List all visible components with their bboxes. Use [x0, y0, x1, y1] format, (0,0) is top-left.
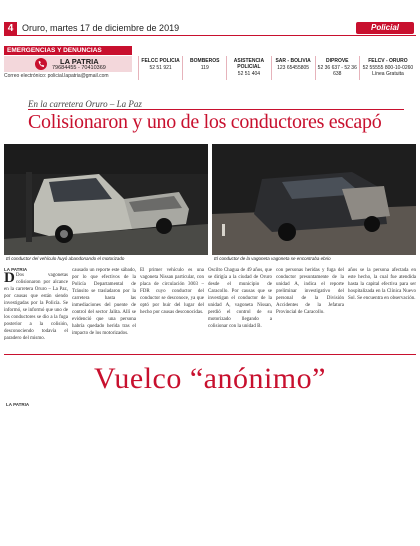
article-column: [348, 267, 416, 353]
paper-contact: [4, 56, 132, 72]
kicker-rule: [28, 109, 404, 110]
photo-image: [212, 144, 416, 255]
column-text: El primer vehículo es una vagoneta Nissan particular, con placa de circulación 3003 – FDR cuyo conductor del conductor se desconoce, ya que optó por huir del lugar del hecho por causas desconocidas.: [140, 268, 204, 315]
emergency-cell: [359, 56, 416, 80]
article-column: [208, 267, 272, 353]
photo-image: [4, 144, 208, 255]
page-header: [0, 0, 420, 36]
emergency-cell-value: 52 51 404: [237, 71, 261, 77]
article-column: [72, 267, 136, 353]
emergency-cell: [182, 56, 226, 80]
dateline: Oruro, martes 17 de diciembre de 2019: [22, 23, 180, 33]
emergency-cell: [138, 56, 182, 80]
emergency-cell-name: BOMBEROS: [190, 58, 220, 64]
story-body: [4, 263, 416, 353]
contact-email: Correo electrónico: policial.lapatria@gmail.com: [4, 73, 109, 79]
story2-byline: LA PATRIA: [6, 402, 30, 407]
drop-cap: D: [4, 270, 15, 286]
emergency-numbers: [138, 56, 416, 80]
photo-crashed-car-left: [4, 144, 208, 255]
emergency-cell-value: 52 36 637 - 52 36 638: [317, 65, 357, 77]
column-text: años se la persona afectada en este hecho, la cual fue atendida hasta la capital efectiva para ser hospitalizada en la Clínica Nuevo Sol. Se encuentra en observación.: [348, 268, 416, 301]
emergency-cell: [315, 56, 359, 80]
emergency-cell: [226, 56, 270, 80]
emergency-cell-value: 123 65455805: [277, 65, 310, 71]
article-column: [140, 267, 204, 353]
emergency-cell-name: DIPROVE: [326, 58, 349, 64]
article-column: [4, 267, 68, 353]
story2-headline: Vuelco “anónimo”: [94, 362, 326, 395]
paper-phones: 79684455 - 70410369: [52, 65, 106, 71]
article-column: [276, 267, 344, 353]
page-number: 4: [4, 22, 17, 35]
emergency-cell-value: 52 51 921: [149, 65, 172, 71]
section-logo-text: Policial: [370, 23, 399, 32]
column-text: con personas heridas y fuga del conductor presuntamente de la unidad A, indica el reporte preliminar investigativo del personal de la División Accidentes de la Jefatura Provincial de Caracollo.: [276, 268, 344, 315]
emergency-cell-name: FELCC POLICIA: [141, 58, 180, 64]
photo-caption-right: El conductor de la vagoneta vagoneta se encontraba ebrio: [214, 256, 331, 261]
story-separator: [4, 354, 416, 355]
paper-name: LA PATRIA: [60, 57, 99, 66]
story-kicker: En la carretera Oruro – La Paz: [28, 99, 142, 109]
emergency-cell-value: 119: [200, 65, 209, 71]
story-byline: LA PATRIA: [4, 267, 28, 272]
emergency-cell-name: ASISTENCIA POLICIAL: [233, 58, 265, 70]
phone-icon: [34, 57, 48, 71]
photo-caption-left: El conductor del vehículo huyó abandonando el motorizado: [6, 256, 125, 261]
emergency-box: [4, 46, 416, 80]
emergency-title: EMERGENCIAS Y DENUNCIAS: [4, 46, 132, 55]
emergency-cell: [271, 56, 315, 80]
column-text: Dos vagonetas colisionaron por alcance en la carretera Oruro – La Paz, por causas que están siendo investigadas por la Policía. Se informó, se informó que uno de los conductores se dio a la fuga posterior a la colisión, desconociendo todavía el paradero del mismo.: [4, 273, 68, 341]
emergency-cell-name: SAR - BOLIVIA: [275, 58, 311, 64]
section-logo: [356, 22, 414, 34]
photo-crashed-car-right: [212, 144, 416, 255]
emergency-cell-value: 52 55555 800-10-0260 Línea Gratuita: [362, 65, 414, 77]
header-rule: [4, 35, 416, 36]
column-text: causado un reporte este sábado, por lo que efectivos de la Policía Departamental de Tránsito se trasladaron por la carretera hasta las inmediaciones del puente de control del sector Jalita. Allí se evidenció que una persona habría quedado herida tras el impacto de los motorizados.: [72, 268, 136, 336]
column-text: Oscilto Chagua de 49 años, que se dirigía a la ciudad de Oruro desde el municipio de Caracollo. Por causas que se investigan el conductor de la unidad A, vagoneta Nissan, perdió el control de su motorizado llegando a colisionar con la unidad B.: [208, 268, 272, 329]
story-headline: Colisionaron y uno de los conductores escapó: [28, 111, 382, 133]
emergency-cell-name: FELCV - ORURO: [368, 58, 408, 64]
